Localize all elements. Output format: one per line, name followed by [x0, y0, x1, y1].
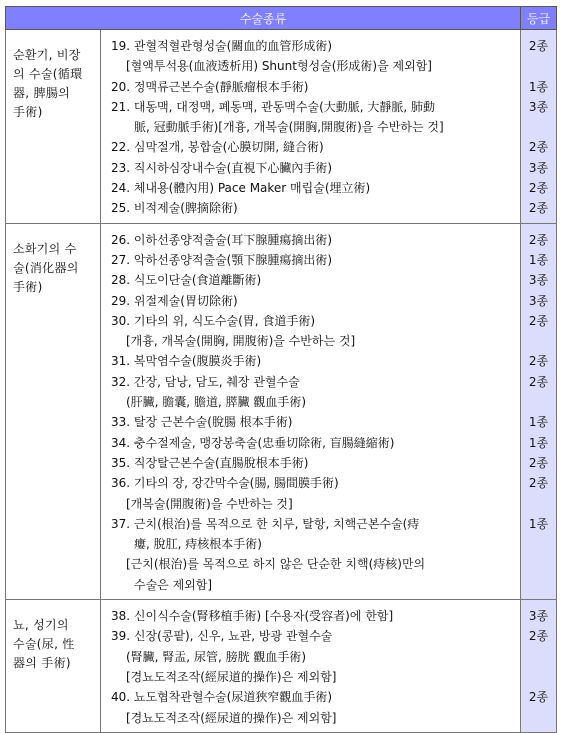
grade-value: 2종	[528, 232, 549, 247]
category-cell	[6, 223, 101, 599]
grade-value	[521, 494, 556, 514]
grade-value: 1종	[528, 415, 549, 430]
surgery-list-cell	[101, 223, 521, 599]
surgery-line: 수술은 제외함]	[134, 577, 213, 592]
category-cell	[6, 30, 101, 224]
surgery-line: 26. 이하선종양적출술(耳下腺腫瘍摘出術)	[111, 232, 332, 247]
grade-value	[521, 392, 556, 412]
header-surgery-type: 수술종류	[6, 7, 521, 30]
grade-value: 2종	[528, 354, 549, 369]
grade-cell	[521, 30, 557, 224]
surgery-line: 30. 기타의 위, 식도수술(胃, 食道手術)	[111, 313, 316, 328]
category-text: 소화기의 수	[13, 241, 77, 256]
grade-cell	[521, 223, 557, 599]
surgery-line: 31. 복막염수술(腹膜炎手術)	[111, 354, 262, 369]
surgery-line: 36. 기타의 장, 장간막수술(腸, 腸間膜手術)	[111, 476, 339, 491]
category-text: 器, 脾腸의	[13, 86, 71, 100]
category-text: 手術)	[13, 279, 43, 294]
grade-value	[521, 554, 556, 574]
surgery-line: (腎臟, 腎盂, 尿管, 膀胱 觀血手術)	[126, 649, 307, 664]
surgery-line: [개복술(開腹術)을 수반하는 것]	[126, 496, 293, 511]
surgery-line: 21. 대동맥, 대정맥, 폐동맥, 관동맥수술(大動脈, 大靜脈, 肺動	[111, 99, 436, 114]
surgery-line: 40. 뇨도협착관혈수술(尿道狹窄觀血手術)	[111, 690, 332, 705]
grade-value: 1종	[528, 516, 549, 531]
header-grade: 등급	[521, 7, 557, 30]
category-text: 뇨, 성기의	[13, 618, 69, 633]
category-text: 수술(尿, 性	[13, 637, 75, 652]
surgery-line: 32. 간장, 담낭, 담도, 췌장 관혈수술	[111, 374, 300, 389]
section-row	[6, 223, 557, 599]
grade-value: 3종	[528, 609, 549, 624]
section-row	[6, 30, 557, 224]
surgery-line: 19. 관혈적혈관형성술(關血的血管形成術)	[111, 39, 332, 53]
surgery-line: 38. 신이식수술(腎移植手術) [수용자(受容者)에 한함]	[111, 609, 394, 624]
grade-value: 1종	[528, 79, 549, 94]
grade-value	[521, 117, 556, 137]
grade-value: 2종	[528, 140, 549, 155]
grade-cell	[521, 600, 557, 733]
surgery-line: 28. 식도이단술(食道離斷術)	[111, 273, 262, 288]
category-text: 술(消化器의	[13, 260, 79, 275]
surgery-line: 22. 심막절개, 봉합술(心膜切開, 縫合術)	[111, 140, 324, 155]
grade-value: 2종	[528, 374, 549, 389]
category-text: 의 수술(循環	[13, 67, 83, 81]
surgery-line: 瘻, 脫肛, 痔核根本手術)	[134, 537, 262, 552]
grade-value: 2종	[528, 455, 549, 470]
section-row	[6, 600, 557, 733]
grade-value	[521, 534, 556, 554]
surgery-classification-table	[5, 6, 557, 733]
grade-value	[521, 331, 556, 351]
grade-value: 3종	[528, 99, 549, 114]
header-row	[6, 7, 557, 30]
grade-value: 2종	[528, 690, 549, 705]
surgery-line: [개흉, 개복술(開胸, 開腹術)을 수반하는 것]	[126, 334, 356, 349]
grade-value	[521, 667, 556, 687]
category-text: 순환기, 비장	[13, 48, 81, 62]
surgery-line: 34. 충수절제술, 맹장봉축술(忠垂切除術, 盲腸縫縮術)	[111, 435, 395, 450]
category-cell	[6, 600, 101, 733]
surgery-line: 25. 비적제술(脾摘除術)	[111, 201, 238, 216]
surgery-line: 23. 직시하심장내수술(直視下心臟內手術)	[111, 160, 332, 175]
category-text: 手術)	[13, 105, 43, 119]
grade-value: 2종	[528, 476, 549, 491]
grade-value	[521, 56, 556, 76]
grade-value: 3종	[528, 293, 549, 308]
surgery-line: 39. 신장(콩팥), 신우, 뇨관, 방광 관혈수술	[111, 629, 333, 644]
surgery-list-cell	[101, 30, 521, 224]
grade-value: 2종	[528, 313, 549, 328]
grade-value: 1종	[528, 252, 549, 267]
surgery-list-cell	[101, 600, 521, 733]
grade-value: 2종	[528, 201, 549, 216]
surgery-line: 29. 위절제술(胃切除術)	[111, 293, 238, 308]
surgery-line: 脈, 冠動脈手術)[개흉, 개복술(開胸,開腹術)을 수반하는 것]	[134, 120, 444, 135]
surgery-line: [혈액투석용(血液透析用) Shunt형성술(形成術)을 제외함]	[126, 59, 432, 74]
surgery-line: [경뇨도적조작(經尿道的操作)은 제외함]	[126, 669, 337, 684]
grade-value	[521, 647, 556, 667]
grade-value: 2종	[528, 39, 549, 53]
category-text: 器의 手術)	[13, 656, 71, 671]
grade-value: 3종	[528, 160, 549, 175]
grade-value	[521, 575, 556, 595]
surgery-line: 20. 정맥류근본수술(靜脈瘤根本手術)	[111, 79, 309, 94]
grade-value	[521, 708, 556, 728]
grade-value: 2종	[528, 181, 549, 196]
surgery-line: 24. 체내용(體內用) Pace Maker 매립술(埋立術)	[111, 181, 371, 196]
surgery-line: [경뇨도적조작(經尿道的操作)은 제외함]	[126, 710, 337, 725]
grade-value: 1종	[528, 435, 549, 450]
surgery-line: [근치(根治)를 목적으로 하지 않은 단순한 치핵(痔核)만의	[126, 557, 426, 572]
grade-value: 2종	[528, 629, 549, 644]
surgery-line: 37. 근치(根治)를 목적으로 한 치루, 탈항, 치핵근본수술(痔	[111, 516, 420, 531]
surgery-line: 33. 탈장 근본수술(脫腸 根本手術)	[111, 415, 293, 430]
surgery-line: (肝臟, 膽囊, 膽道, 膵臟 觀血手術)	[126, 395, 307, 410]
surgery-line: 35. 직장탈근본수술(直腸脫根本手術)	[111, 455, 309, 470]
grade-value: 3종	[528, 273, 549, 288]
surgery-line: 27. 악하선종양적출술(顎下腺腫瘍摘出術)	[111, 252, 332, 267]
